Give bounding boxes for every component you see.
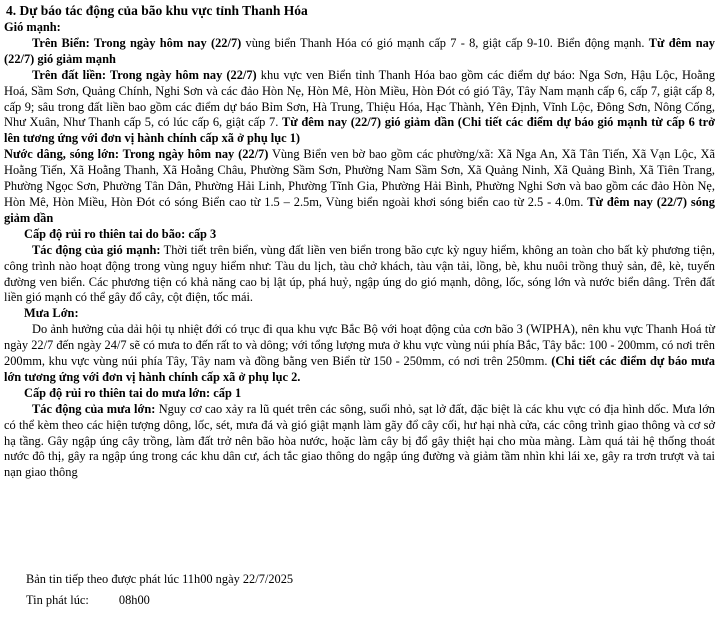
wind-heading: Gió mạnh: [4,20,61,34]
issued-label: Tin phát lúc: [26,593,89,607]
section-title: 4. Dự báo tác động của bão khu vực tỉnh Thanh Hóa [6,3,308,18]
wind-land-bold: Từ đêm nay (22/7) gió giảm dần (Chi tiết các điểm dự báo gió mạnh từ cấp 6 trở lên tương ứng với đơn vị hành chính cấp xã ở phụ lục 1) [4,115,715,146]
risk-storm-heading: Cấp độ rủi ro thiên tai do bão: cấp 3 [24,226,217,241]
rain-text: Do ảnh hưởng của dải hội tụ nhiệt đới có trục đi qua khu vực Bắc Bộ với hoạt động của cơn bão 3 (WIPHA), nên khu vực Thanh Hoá từ ngày 22/7 đến ngày 24/7 sẽ có mưa to đến rất to và dông; với tổng lượng mưa ở khu vực vùng núi phía Bắc, Tây bắc: 100 - 200mm, có nơi trên 200mm, khu vực vùng núi phía Tây, Tây nam và đồng bằng ven Biển từ 150 - 250mm, có nơi trên 250mm. [4,322,715,369]
surge-bold: Từ đêm nay (22/7) sóng giảm dần [4,194,715,225]
risk-storm-impact-label: Tác động của gió mạnh: [32,242,161,257]
risk-rain-heading: Cấp độ rủi ro thiên tai do mưa lớn: cấp 1 [24,385,242,400]
surge-label: Nước dâng, sóng lớn: Trong ngày hôm nay (22/7) [4,147,269,162]
wind-sea-bold: Từ đêm nay (22/7) gió giảm mạnh [4,35,716,66]
rain-heading: Mưa Lớn: [24,306,79,321]
next-bulletin-note: Bản tin tiếp theo được phát lúc 11h00 ngày 22/7/2025 [26,572,294,586]
wind-sea-text: vùng biển Thanh Hóa có gió mạnh cấp 7 - 8, giật cấp 9-10. Biển động mạnh. [241,35,649,50]
surge-text: Vùng Biển ven bờ bao gồm các phường/xã: Xã Nga An, Xã Tân Tiến, Xã Vạn Lộc, Xã Hoằng Tiến, Xã Hoằng Thanh, Xã Hoằng Châu, Phường Sầm Sơn, Phường Nam Sầm Sơn, Xã Quảng Ninh, Xã Quảng Bình, Xã Tiên Trang, Phường Ngọc Sơn, Phường Tân Dân, Phường Hải Linh, Phường Tĩnh Gia, Phường Hải Bình, Phường Nghi Sơn và bao gồm các đảo Hòn Nẹ, Hòn Mê, Hòn Miều, Hòn Đót có sóng Biển cao từ 1.5 – 2.5m, Vùng biển ngoài khơi sóng biển cao từ 2.5 - 4.0m. [4,147,715,209]
rain-bold: (Chi tiết các điểm dự báo mưa lớn tương ứng với đơn vị hành chính cấp xã ở phụ lục 2. [4,354,716,384]
risk-storm-impact-text: Thời tiết trên biển, vùng đất liền ven biển trong bão cực kỳ nguy hiểm, không an toàn cho bất kỳ phương tiện, công trình nào hoạt động trong vùng nguy hiểm như: Tàu du lịch, tàu chở khách, tàu vận tải, lồng, bè, khu nuôi trồng thuỷ sản, đê, kè, tuyến đường ven biển. Các phương tiện có khả năng cao bị lật úp, phá huỷ, ngập úng do gió mạnh, dông, lốc, sóng lớn và nước biển dâng. Trên đất liền gió mạnh có thể gây đổ cây, cột điện, tốc mái. [4,242,715,305]
surge-paragraph [4,147,715,227]
wind-sea-label: Trên Biển: Trong ngày hôm nay (22/7) [32,35,242,50]
wind-sea-paragraph [4,36,715,68]
issued-time-row [26,593,150,609]
wind-land-text: khu vực ven Biển tỉnh Thanh Hóa bao gồm các điểm dự báo: Nga Sơn, Hậu Lộc, Hoằng Hoá, Sầm Sơn, Quảng Chính, Nghi Sơn và các đảo Hòn Nẹ, Hòn Mê, Hòn Miều, Hòn Đót có gió Tây, Tây Nam mạnh cấp 6, cấp 7, giật cấp 8, cấp 9; sâu trong đất liền bao gồm các điểm dự báo Bỉm Sơn, Hà Trung, Thiệu Hóa, Hạc Thành, Yên Định, Vĩnh Lộc, Đông Sơn, Nông Cống, Như Xuân, Như Thanh cấp 5, có lúc cấp 6, giật cấp 7. [4,67,715,130]
wind-land-label: Trên đất liền: Trong ngày hôm nay (22/7) [32,67,257,82]
risk-rain-paragraph [4,402,715,482]
risk-storm-paragraph [4,243,715,307]
wind-land-paragraph [4,68,715,148]
risk-rain-impact-text: Nguy cơ cao xảy ra lũ quét trên các sông, suối nhỏ, sạt lở đất, đặc biệt là các khu vực có địa hình dốc. Mưa lớn có thể kèm theo các hiện tượng dông, lốc, sét, mưa đá và gió giật mạnh làm gãy đổ cây cối, hư hại nhà cửa, các công trình giao thông và cơ sở hạ tầng. Gây ngập úng cây trồng, làm đất trở nên bão hòa nước, hoặc làm cây bị đổ gây thiệt hại cho mùa màng. Làm quá tải hệ thống thoát nước đô thị, gây ra ngập úng trong các khu dân cư, ách tắc giao thông do ngập úng đường và giảm tầm nhìn khi lái xe, gây ra trơn trượt và tai nạn giao thông [4,401,715,480]
risk-rain-impact-label: Tác động của mưa lớn: [32,401,156,416]
rain-paragraph [4,322,715,386]
issued-time: 08h00 [118,593,150,607]
